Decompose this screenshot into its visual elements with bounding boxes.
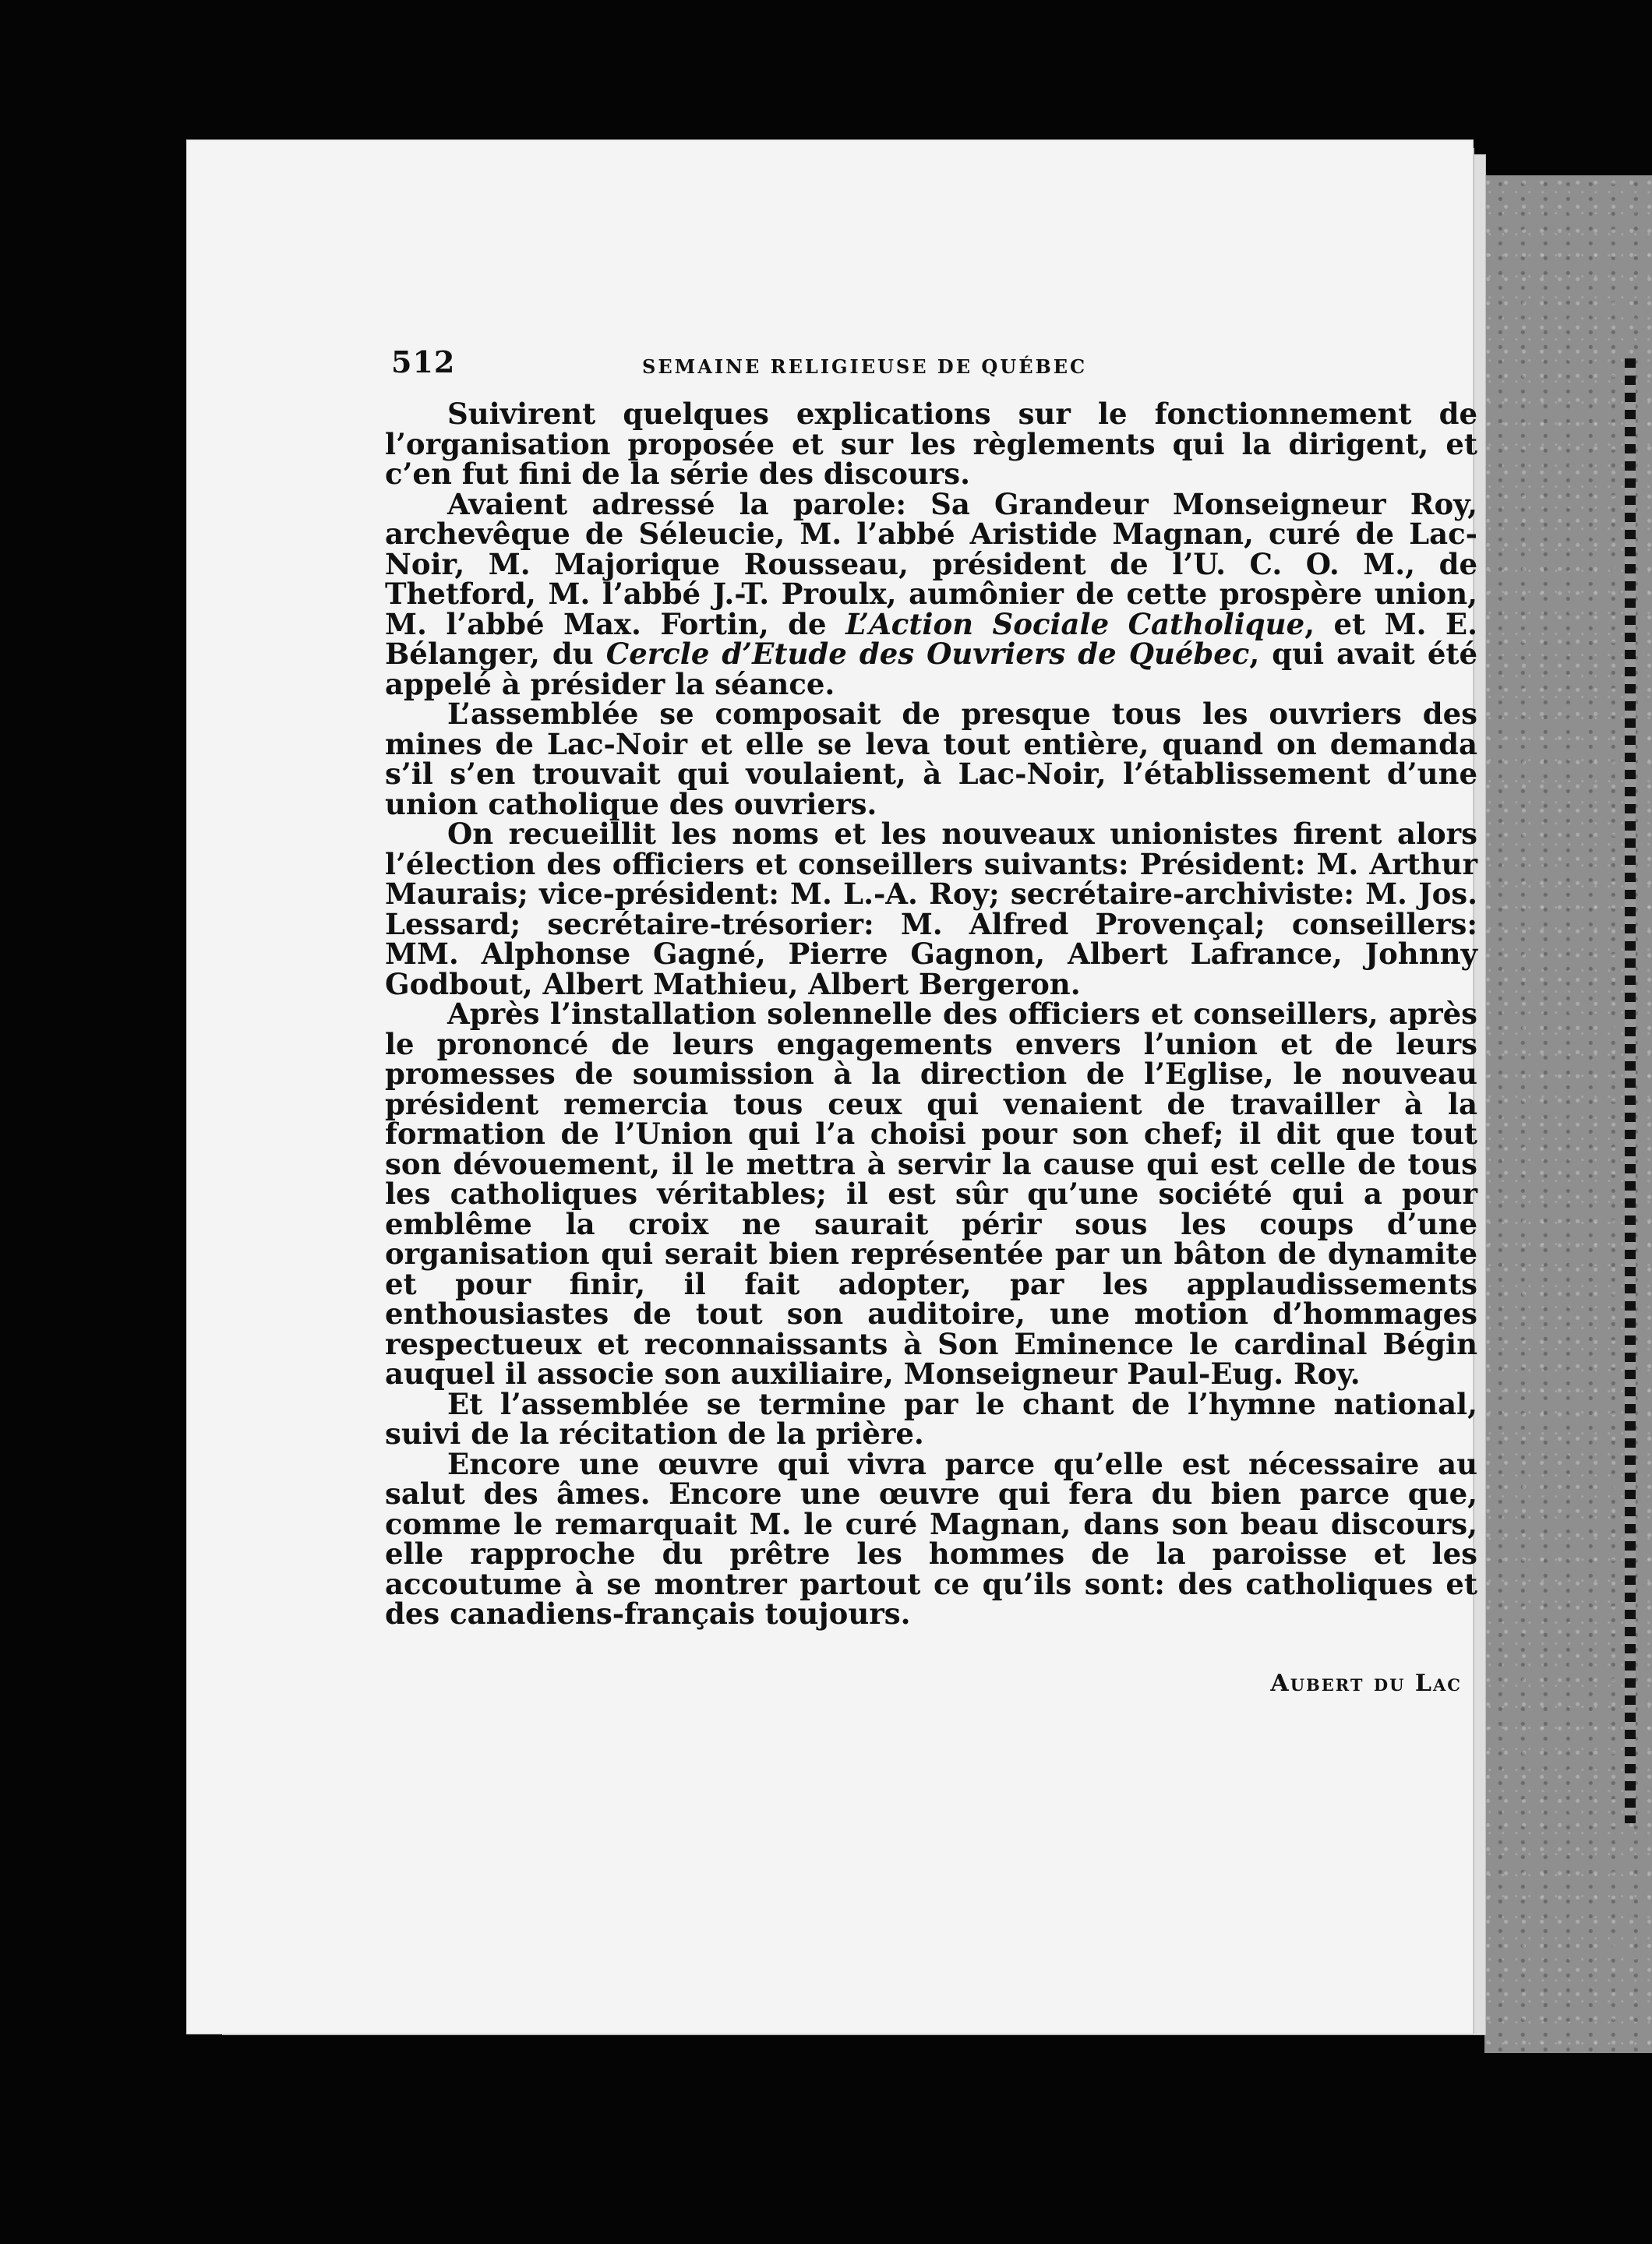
paragraph: Suivirent quelques explications sur le fonctionnement de l’organisation proposée et sur les règlements qui la dirigent, et c’en fut fini de la série des discours. — [385, 397, 1477, 491]
page-number: 512 — [391, 344, 456, 379]
text-run: , et M. E. Bélanger, du — [385, 606, 1477, 671]
running-head — [385, 344, 1477, 399]
text-run: Avaient adressé la parole: Sa Grandeur Monseigneur Roy, archevêque de Séleucie, M. l’abbé Aristide Magnan, curé de Lac-Noir, M. Majorique Rousseau, président de l’U. C. O. M., de Thetford, M. l’abbé J.-T. Proulx, aumônier de cette prospère union, M. l’abbé Max. Fortin, de — [385, 486, 1477, 641]
publication-title: L’Action Sociale Catholique — [845, 606, 1305, 641]
paragraph — [385, 486, 1478, 701]
paragraph: On recueillit les noms et les nouveaux unionistes firent alors l’élection des officiers et conseillers suivants: Président: M. Arthur Maurais; vice-président: M. L.-A. Roy; secrétaire-archiviste: M. Jos. Lessard; secrétaire-trésorier: M. Alfred Provençal; conseillers: MM. Alphonse Gagné, Pierre Gagnon, Albert Lafrance, Johnny Godbout, Albert Mathieu, Albert Bergeron. — [385, 817, 1477, 1001]
article-body — [385, 399, 1477, 1629]
paragraph: Encore une œuvre qui vivra parce qu’elle est nécessaire au salut des âmes. Encore une œuvre qui fera du bien parce que, comme le remarquait M. le curé Magnan, dans son beau discours, elle rapproche du prêtre les hommes de la paroisse et les accoutume à se montrer partout ce qu’ils sont: des catholiques et des canadiens-français toujours. — [385, 1446, 1477, 1631]
document-page — [187, 140, 1478, 2034]
paragraph: Après l’installation solennelle des officiers et conseillers, après le prononcé de leurs engagements envers l’union et de leurs promesses de soumission à la direction de l’Eglise, le nouveau président remercia tous ceux qui venaient de travailler à la formation de l’Union qui l’a choisi pour son chef; il dit que tout son dévouement, il le mettra à servir la cause qui est celle de tous les catholiques véritables; il est sûr qu’une société qui a pour emblême la croix ne saurait périr sous les coups d’une organisation qui serait bien représentée par un bâton de dynamite et pour finir, il fait adopter, par les applaudissements enthousiastes de tout son auditoire, une motion d’hommages respectueux et reconnaissants à Son Eminence le cardinal Bégin auquel il associe son auxiliaire, Monseigneur Paul-Eug. Roy. — [385, 997, 1477, 1391]
page-content — [385, 344, 1477, 1697]
paragraph: L’assemblée se composait de presque tous les ouvriers des mines de Lac-Noir et elle se leva tout entière, quand on demanda s’il s’en trouvait qui voulaient, à Lac-Noir, l’établissement d’une union catholique des ouvriers. — [385, 697, 1477, 821]
text-run: , qui avait été appelé à présider la séance. — [385, 637, 1478, 701]
paragraph: Et l’assemblée se termine par le chant de l’hymne national, suivi de la récitation de la prière. — [385, 1386, 1477, 1451]
facing-page-border — [1625, 358, 1636, 1823]
organization-title: Cercle d’Etude des Ouvriers de Québec — [605, 637, 1250, 671]
running-title: SEMAINE RELIGIEUSE DE QUÉBEC — [642, 355, 1088, 378]
author-signature: Aubert du Lac — [1270, 1669, 1462, 1697]
